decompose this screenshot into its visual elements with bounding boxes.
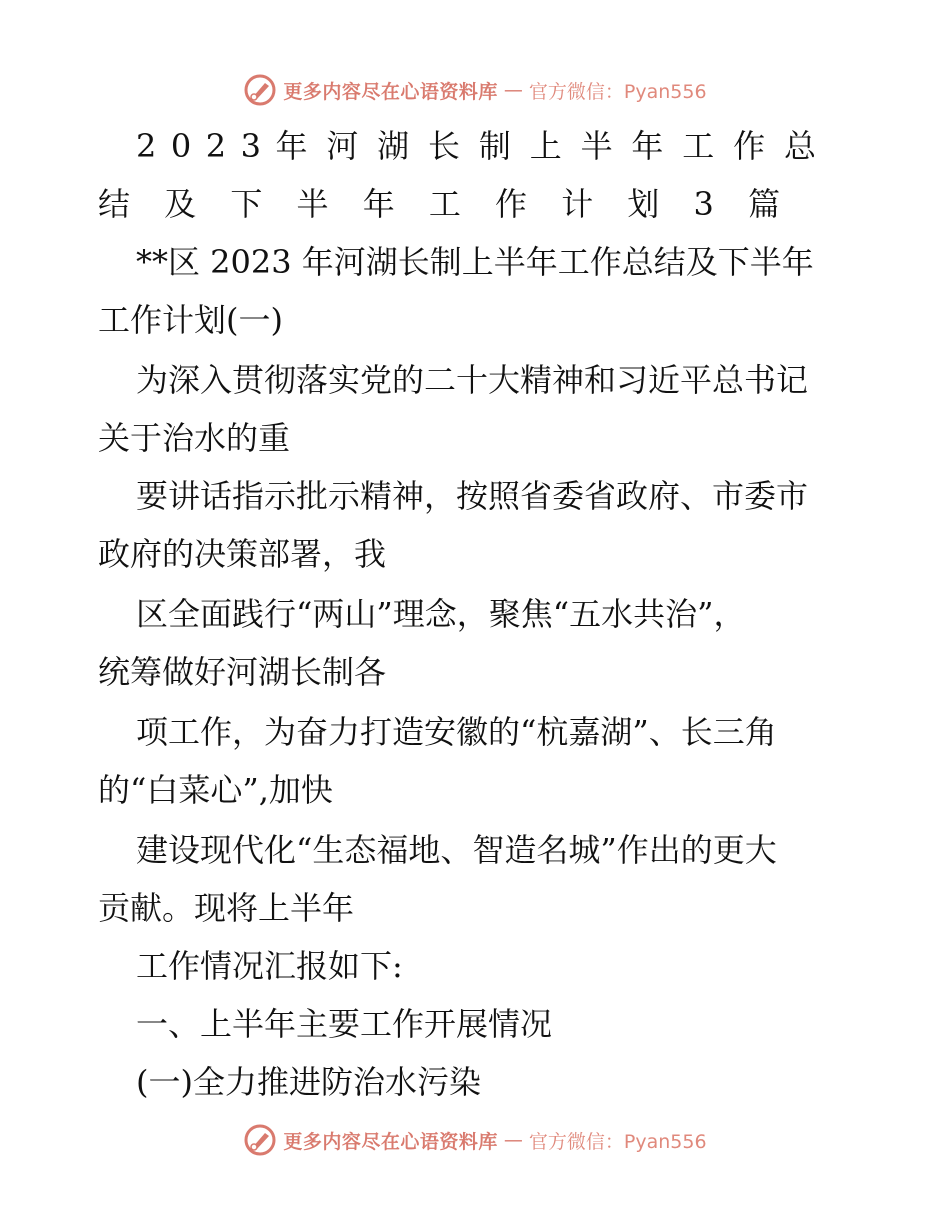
document-title-line-2: 结 及 下 半 年 工 作 计 划 3 篇 bbox=[98, 185, 793, 223]
brush-logo-icon bbox=[243, 1123, 277, 1157]
watermark-dash: — bbox=[503, 1129, 523, 1151]
body-line: 关于治水的重 bbox=[98, 419, 291, 457]
document-subtitle-line-2: 工作计划(一) bbox=[98, 301, 283, 339]
watermark-footer bbox=[0, 1122, 950, 1158]
body-line: 政府的决策部署，我 bbox=[98, 535, 387, 573]
body-line: 要讲话指示批示精神，按照省委省政府、市委市 bbox=[136, 477, 809, 515]
watermark-dash: — bbox=[503, 79, 523, 101]
subsection-heading: (一)全力推进防治水污染 bbox=[136, 1063, 481, 1101]
body-line: 的“白菜心”,加快 bbox=[98, 771, 333, 809]
document-subtitle-line-1: **区 2023 年河湖长制上半年工作总结及下半年 bbox=[136, 243, 814, 281]
watermark-wechat-text: 官方微信：Pyan556 bbox=[528, 1130, 707, 1153]
body-line: 建设现代化“生态福地、智造名城”作出的更大 bbox=[136, 831, 777, 869]
body-line: 统筹做好河湖长制各 bbox=[98, 653, 387, 691]
body-line: 区全面践行“两山”理念，聚焦“五水共治”， bbox=[136, 595, 746, 633]
brush-logo-icon bbox=[243, 73, 277, 107]
watermark-brand-text: 更多内容尽在心语资料库 bbox=[283, 1130, 498, 1153]
watermark-wechat-text: 官方微信：Pyan556 bbox=[528, 80, 707, 103]
body-line: 项工作，为奋力打造安徽的“杭嘉湖”、长三角 bbox=[136, 713, 777, 751]
body-line: 为深入贯彻落实党的二十大精神和习近平总书记 bbox=[136, 361, 809, 399]
body-line: 工作情况汇报如下: bbox=[136, 947, 403, 985]
watermark-brand-text: 更多内容尽在心语资料库 bbox=[283, 80, 498, 103]
body-line: 贡献。现将上半年 bbox=[98, 889, 355, 927]
section-heading: 一、上半年主要工作开展情况 bbox=[136, 1005, 553, 1043]
watermark-header bbox=[0, 72, 950, 108]
document-title-line-1: 2 0 2 3 年 河 湖 长 制 上 半 年 工 作 总 bbox=[136, 127, 816, 165]
